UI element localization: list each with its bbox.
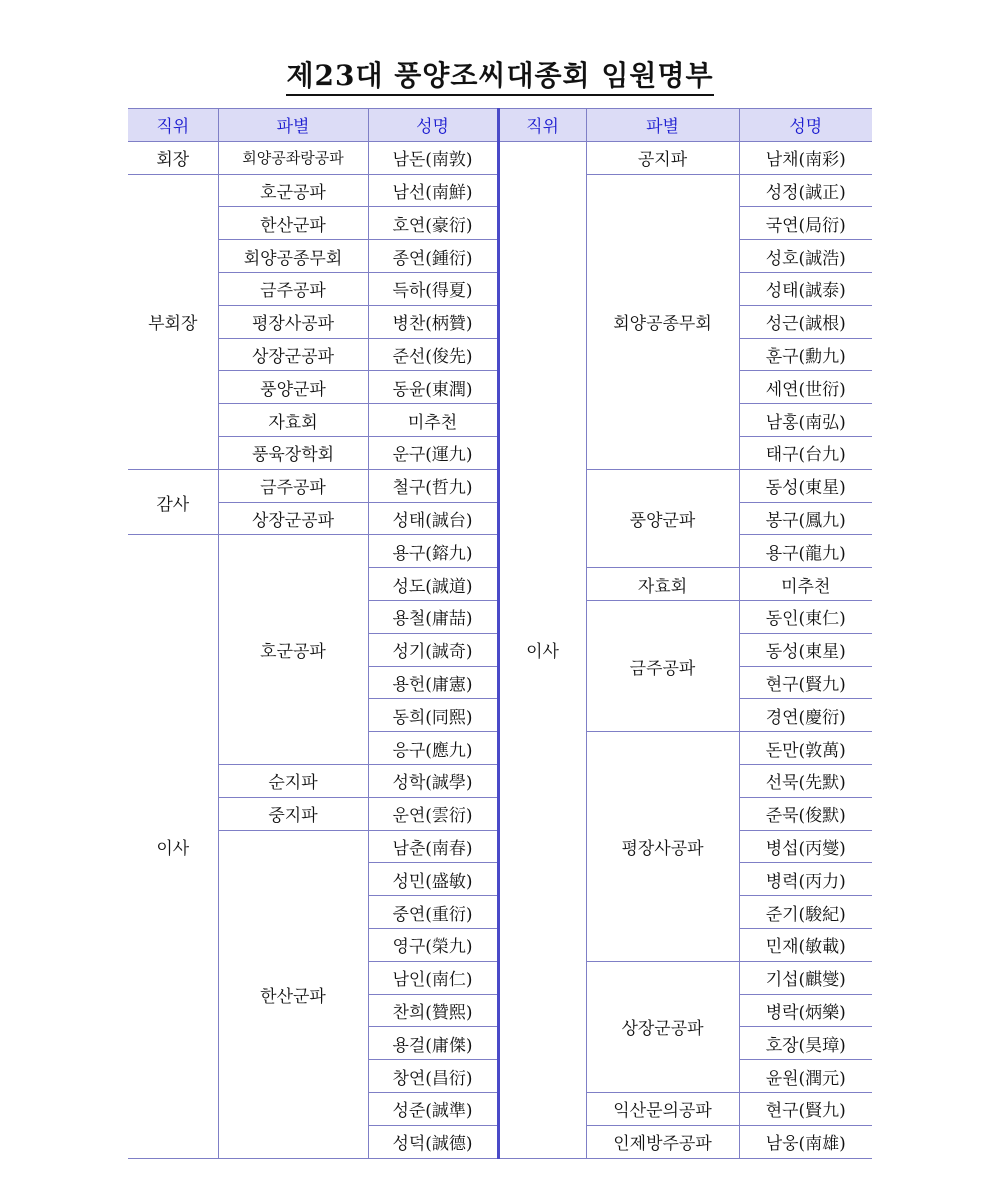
header-name: 성명 bbox=[739, 109, 872, 142]
name-cell: 남선(南鮮) bbox=[368, 174, 498, 207]
branch-cell: 금주공파 bbox=[218, 272, 368, 305]
name-cell: 동성(東星) bbox=[739, 469, 872, 502]
name-cell: 돈만(敦萬) bbox=[739, 732, 872, 765]
name-cell: 용헌(庸憲) bbox=[368, 666, 498, 699]
position-cell: 이사 bbox=[498, 141, 586, 1158]
branch-cell: 풍양군파 bbox=[218, 371, 368, 404]
header-row bbox=[128, 109, 872, 142]
branch-cell: 회양공종무회 bbox=[586, 174, 739, 469]
name-cell: 국연(局衍) bbox=[739, 207, 872, 240]
position-cell: 이사 bbox=[128, 535, 218, 1158]
name-cell: 영구(榮九) bbox=[368, 928, 498, 961]
name-cell: 찬희(贊熙) bbox=[368, 994, 498, 1027]
branch-cell: 회양공종무회 bbox=[218, 240, 368, 273]
position-cell: 부회장 bbox=[128, 174, 218, 469]
name-cell: 준기(駿紀) bbox=[739, 896, 872, 929]
name-cell: 호장(昊璋) bbox=[739, 1027, 872, 1060]
branch-cell: 회양공좌랑공파 bbox=[218, 141, 368, 174]
name-cell: 현구(賢九) bbox=[739, 1092, 872, 1125]
name-cell: 경연(慶衍) bbox=[739, 699, 872, 732]
name-cell: 용구(龍九) bbox=[739, 535, 872, 568]
name-cell: 성덕(誠德) bbox=[368, 1125, 498, 1158]
name-cell: 성기(誠奇) bbox=[368, 633, 498, 666]
name-cell: 미추천 bbox=[739, 568, 872, 601]
name-cell: 민재(敏載) bbox=[739, 928, 872, 961]
branch-cell: 금주공파 bbox=[218, 469, 368, 502]
branch-cell: 풍육장학회 bbox=[218, 436, 368, 469]
name-cell: 운연(雲衍) bbox=[368, 797, 498, 830]
table-row bbox=[128, 141, 872, 174]
name-cell: 남춘(南春) bbox=[368, 830, 498, 863]
name-cell: 성학(誠學) bbox=[368, 764, 498, 797]
name-cell: 미추천 bbox=[368, 404, 498, 437]
name-cell: 성태(誠泰) bbox=[739, 272, 872, 305]
name-cell: 현구(賢九) bbox=[739, 666, 872, 699]
branch-cell: 공지파 bbox=[586, 141, 739, 174]
branch-cell: 상장군공파 bbox=[218, 338, 368, 371]
name-cell: 용철(庸喆) bbox=[368, 600, 498, 633]
branch-cell: 인제방주공파 bbox=[586, 1125, 739, 1158]
header-position: 직위 bbox=[498, 109, 586, 142]
name-cell: 선묵(先默) bbox=[739, 764, 872, 797]
name-cell: 남채(南彩) bbox=[739, 141, 872, 174]
name-cell: 봉구(鳳九) bbox=[739, 502, 872, 535]
document-title: 제23대 풍양조씨대종회 임원명부 bbox=[0, 54, 1000, 94]
name-cell: 용구(鎔九) bbox=[368, 535, 498, 568]
branch-cell: 한산군파 bbox=[218, 207, 368, 240]
branch-cell: 호군공파 bbox=[218, 174, 368, 207]
position-cell: 감사 bbox=[128, 469, 218, 535]
name-cell: 준묵(俊默) bbox=[739, 797, 872, 830]
branch-cell: 호군공파 bbox=[218, 535, 368, 765]
branch-cell: 풍양군파 bbox=[586, 469, 739, 567]
branch-cell: 자효회 bbox=[586, 568, 739, 601]
branch-cell: 익산문의공파 bbox=[586, 1092, 739, 1125]
name-cell: 세연(世衍) bbox=[739, 371, 872, 404]
name-cell: 성호(誠浩) bbox=[739, 240, 872, 273]
name-cell: 병섭(丙燮) bbox=[739, 830, 872, 863]
header-branch: 파별 bbox=[586, 109, 739, 142]
name-cell: 태구(台九) bbox=[739, 436, 872, 469]
name-cell: 종연(鍾衍) bbox=[368, 240, 498, 273]
name-cell: 병락(炳樂) bbox=[739, 994, 872, 1027]
name-cell: 용걸(庸傑) bbox=[368, 1027, 498, 1060]
name-cell: 동희(同熙) bbox=[368, 699, 498, 732]
name-cell: 준선(俊先) bbox=[368, 338, 498, 371]
name-cell: 윤원(潤元) bbox=[739, 1060, 872, 1093]
header-branch: 파별 bbox=[218, 109, 368, 142]
name-cell: 호연(豪衍) bbox=[368, 207, 498, 240]
name-cell: 기섭(麒燮) bbox=[739, 961, 872, 994]
name-cell: 병력(丙力) bbox=[739, 863, 872, 896]
branch-cell: 평장사공파 bbox=[218, 305, 368, 338]
name-cell: 성정(誠正) bbox=[739, 174, 872, 207]
name-cell: 훈구(勳九) bbox=[739, 338, 872, 371]
name-cell: 남웅(南雄) bbox=[739, 1125, 872, 1158]
name-cell: 성민(盛敏) bbox=[368, 863, 498, 896]
branch-cell: 자효회 bbox=[218, 404, 368, 437]
branch-cell: 금주공파 bbox=[586, 600, 739, 731]
branch-cell: 중지파 bbox=[218, 797, 368, 830]
name-cell: 병찬(柄贊) bbox=[368, 305, 498, 338]
name-cell: 동인(東仁) bbox=[739, 600, 872, 633]
name-cell: 동성(東星) bbox=[739, 633, 872, 666]
header-position: 직위 bbox=[128, 109, 218, 142]
name-cell: 운구(運九) bbox=[368, 436, 498, 469]
name-cell: 득하(得夏) bbox=[368, 272, 498, 305]
officer-roster-table bbox=[128, 108, 872, 1159]
name-cell: 창연(昌衍) bbox=[368, 1060, 498, 1093]
name-cell: 성근(誠根) bbox=[739, 305, 872, 338]
name-cell: 응구(應九) bbox=[368, 732, 498, 765]
name-cell: 남인(南仁) bbox=[368, 961, 498, 994]
name-cell: 성도(誠道) bbox=[368, 568, 498, 601]
name-cell: 동윤(東潤) bbox=[368, 371, 498, 404]
position-cell: 회장 bbox=[128, 141, 218, 174]
name-cell: 철구(哲九) bbox=[368, 469, 498, 502]
name-cell: 남홍(南弘) bbox=[739, 404, 872, 437]
branch-cell: 상장군공파 bbox=[586, 961, 739, 1092]
branch-cell: 한산군파 bbox=[218, 830, 368, 1158]
header-name: 성명 bbox=[368, 109, 498, 142]
branch-cell: 상장군공파 bbox=[218, 502, 368, 535]
name-cell: 중연(重衍) bbox=[368, 896, 498, 929]
name-cell: 성태(誠台) bbox=[368, 502, 498, 535]
branch-cell: 평장사공파 bbox=[586, 732, 739, 962]
branch-cell: 순지파 bbox=[218, 764, 368, 797]
name-cell: 성준(誠準) bbox=[368, 1092, 498, 1125]
name-cell: 남돈(南敦) bbox=[368, 141, 498, 174]
